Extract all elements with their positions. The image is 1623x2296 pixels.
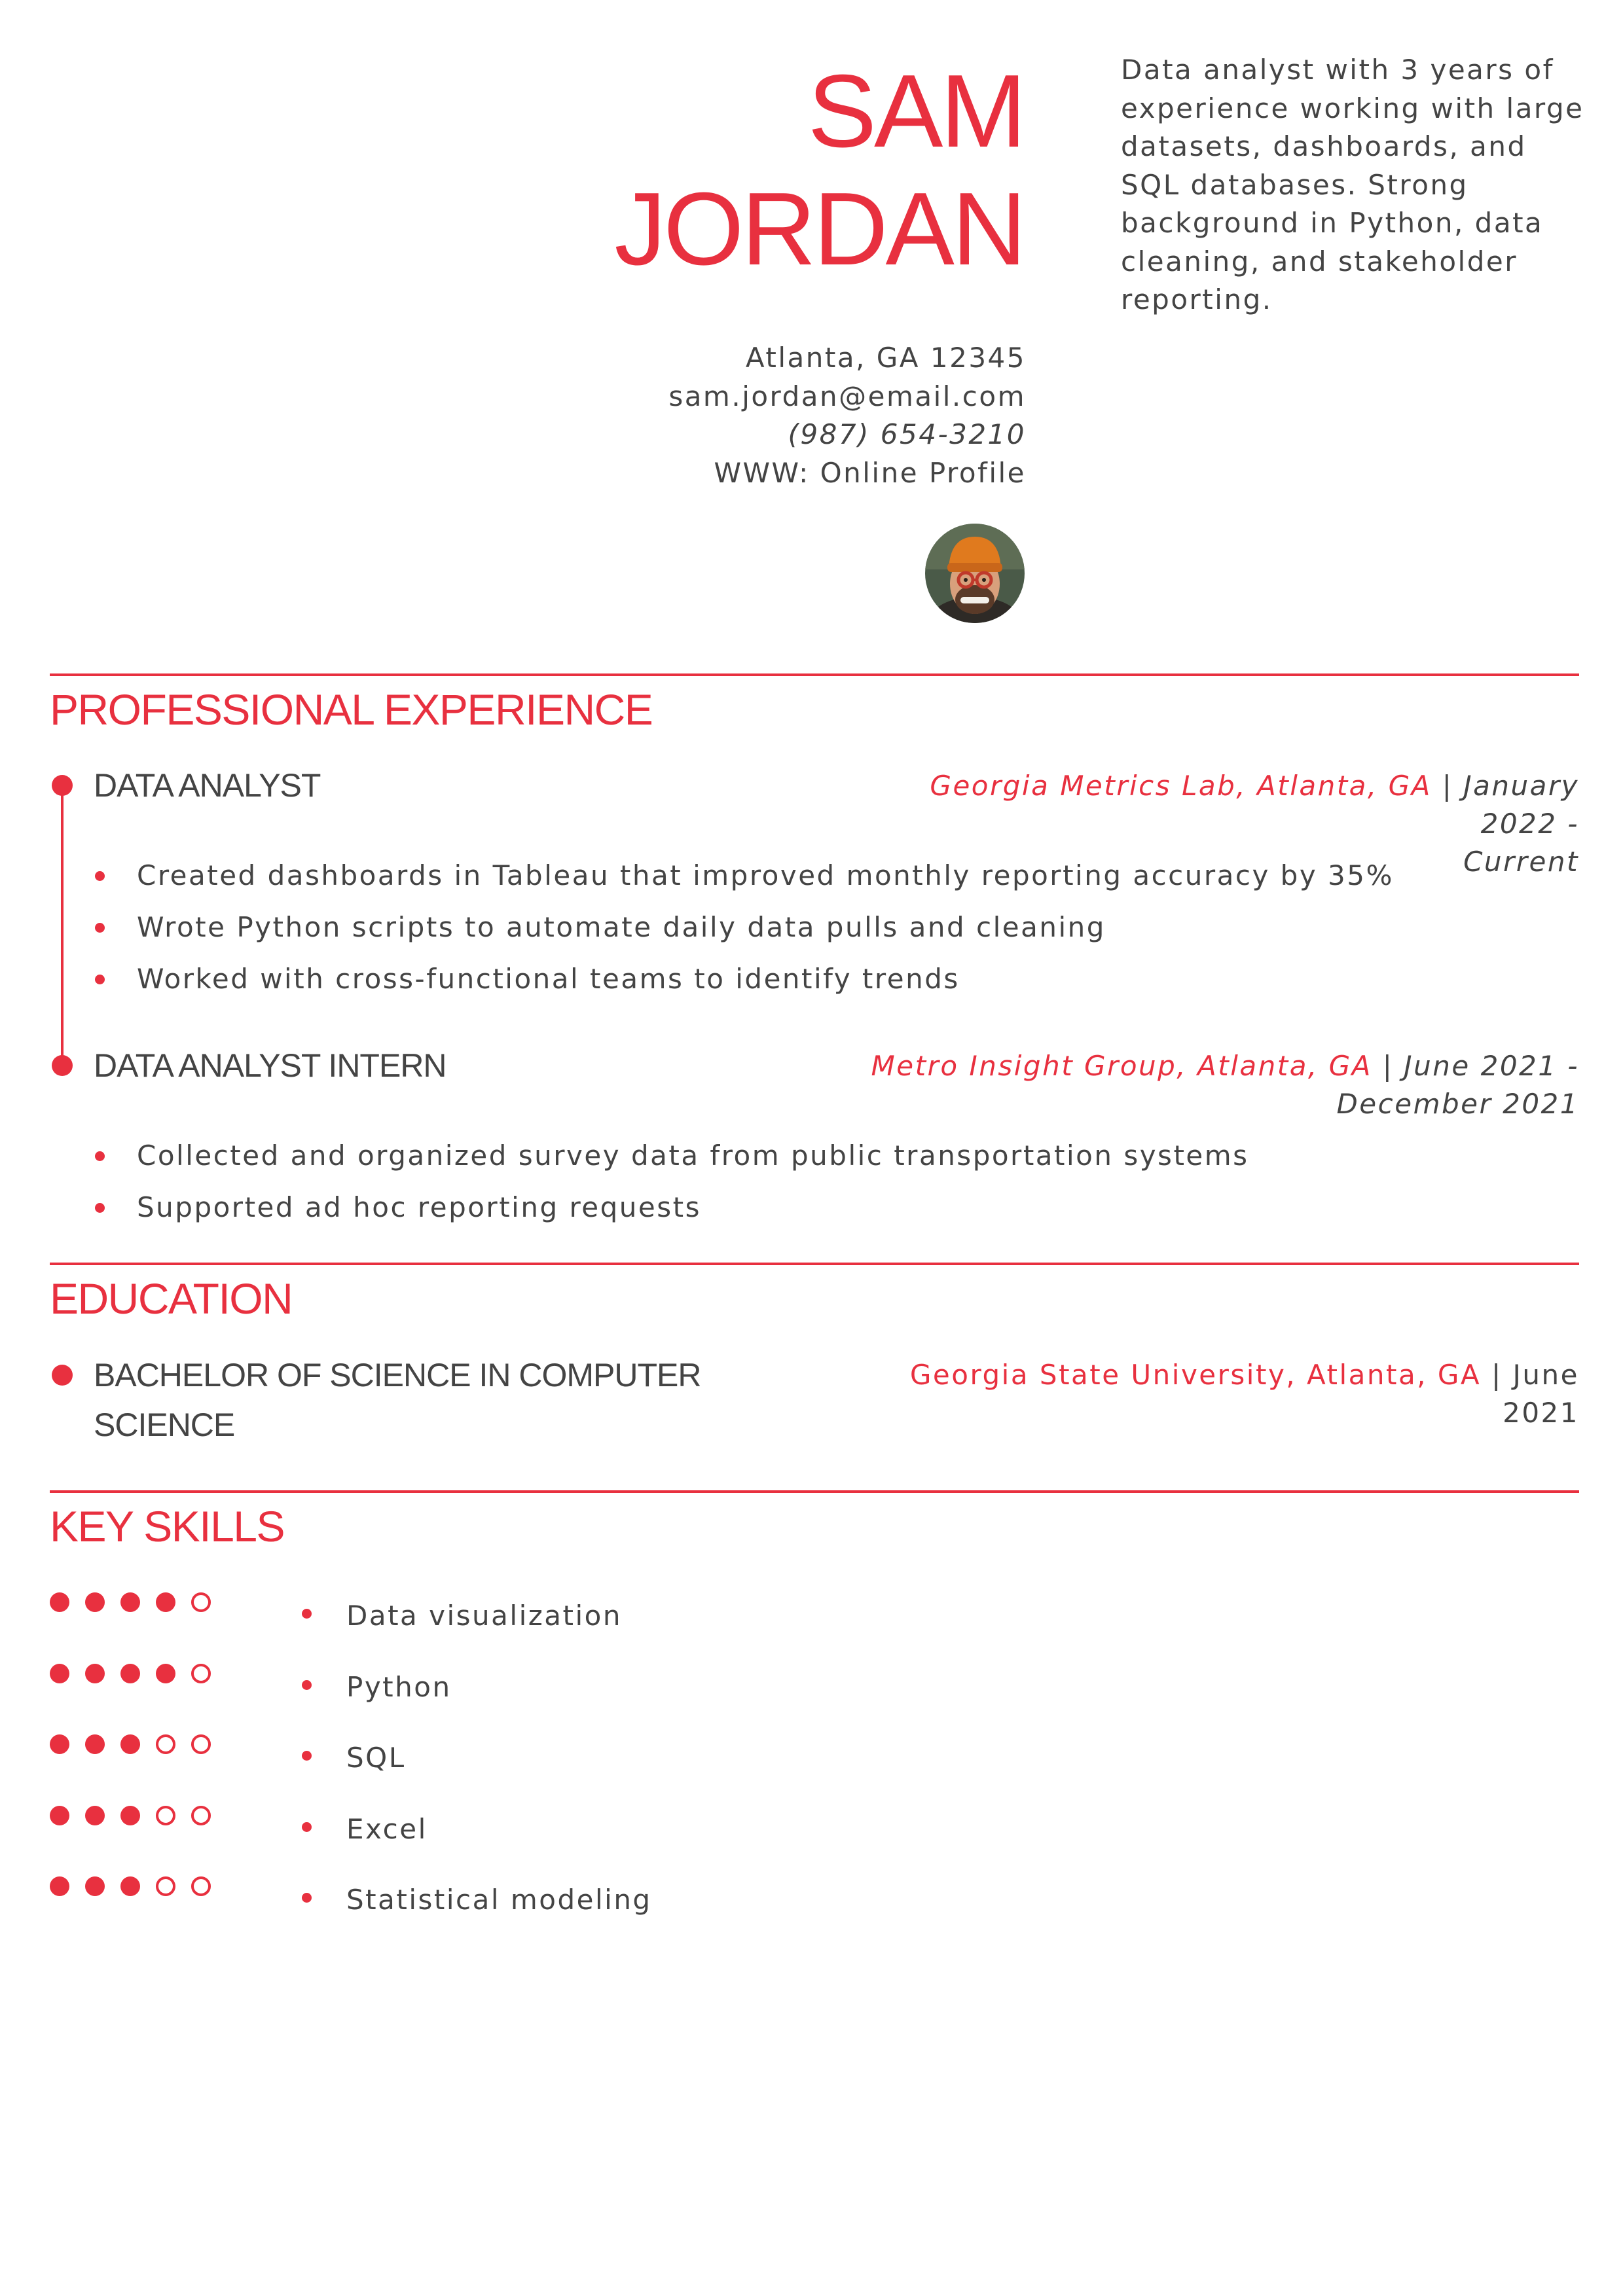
contact-email[interactable]: sam.jordan@email.com bbox=[668, 380, 1026, 412]
avatar-image bbox=[925, 524, 1025, 623]
resume-header bbox=[0, 0, 1623, 641]
experience-heading: PROFESSIONAL EXPERIENCE bbox=[50, 685, 653, 734]
name-first: SAM bbox=[807, 54, 1024, 169]
education-divider bbox=[50, 1263, 1579, 1265]
school-name: Georgia State University, Atlanta, GA bbox=[909, 1359, 1482, 1391]
rating-dot-empty bbox=[191, 1806, 211, 1825]
job-bullets bbox=[95, 1137, 1249, 1240]
rating-dot-empty bbox=[156, 1806, 175, 1825]
list-item: Collected and organized survey data from public transportation systems bbox=[95, 1137, 1249, 1189]
rating-dot-filled bbox=[85, 1664, 105, 1683]
rating-dot-empty bbox=[191, 1592, 211, 1612]
avatar bbox=[925, 524, 1025, 623]
rating-dot-empty bbox=[156, 1876, 175, 1896]
timeline-dot bbox=[52, 775, 73, 796]
rating-dot-empty bbox=[191, 1664, 211, 1683]
skills-divider bbox=[50, 1490, 1579, 1493]
meta-separator: | bbox=[1481, 1359, 1513, 1391]
profile-summary: Data analyst with 3 years of experience working with large datasets, dashboards, and SQL databases. Strong background in Python, data cleaning, and stakeholder reporting. bbox=[1121, 54, 1584, 315]
rating-dot-filled bbox=[50, 1876, 69, 1896]
rating-dot-filled bbox=[50, 1734, 69, 1754]
skill-item: SQL bbox=[302, 1739, 652, 1810]
rating-dot-filled bbox=[50, 1664, 69, 1683]
job-meta bbox=[859, 1047, 1579, 1123]
graduation-date: June 2021 bbox=[1503, 1359, 1579, 1429]
experience-timeline bbox=[61, 785, 64, 1067]
job-company: Georgia Metrics Lab, Atlanta, GA bbox=[930, 770, 1432, 802]
skills-list bbox=[302, 1597, 652, 1952]
job-dates-end: Current bbox=[1463, 846, 1579, 878]
list-item: Worked with cross-functional teams to identify trends bbox=[95, 960, 1394, 1012]
job-dates-end: December 2021 bbox=[1336, 1088, 1579, 1120]
skill-item: Excel bbox=[302, 1810, 652, 1882]
job-meta-line1 bbox=[859, 767, 1579, 843]
rating-dot-filled bbox=[50, 1592, 69, 1612]
timeline-dot bbox=[52, 1055, 73, 1076]
list-item: Supported ad hoc reporting requests bbox=[95, 1189, 1249, 1240]
job-title: DATA ANALYST bbox=[94, 767, 321, 804]
rating-dot-filled bbox=[85, 1592, 105, 1612]
meta-separator: | bbox=[1372, 1050, 1404, 1082]
job-dates-start: January 2022 - bbox=[1463, 770, 1579, 840]
rating-dot-filled bbox=[120, 1876, 140, 1896]
degree-title: BACHELOR OF SCIENCE IN COMPUTER SCIENCE bbox=[94, 1357, 701, 1443]
rating-dot-filled bbox=[85, 1734, 105, 1754]
skills-heading: KEY SKILLS bbox=[50, 1502, 285, 1551]
rating-dot-filled bbox=[120, 1592, 140, 1612]
job-company: Metro Insight Group, Atlanta, GA bbox=[871, 1050, 1372, 1082]
rating-dot-filled bbox=[85, 1806, 105, 1825]
experience-divider bbox=[50, 673, 1579, 676]
list-item: Wrote Python scripts to automate daily data pulls and cleaning bbox=[95, 908, 1394, 960]
meta-separator: | bbox=[1431, 770, 1464, 802]
job-title: DATA ANALYST INTERN bbox=[94, 1047, 447, 1084]
contact-address: Atlanta, GA 12345 bbox=[745, 342, 1026, 374]
rating-dot-filled bbox=[120, 1734, 140, 1754]
education-meta bbox=[859, 1356, 1579, 1432]
skill-item: Python bbox=[302, 1668, 652, 1740]
rating-dot-empty bbox=[191, 1876, 211, 1896]
name-last: JORDAN bbox=[614, 171, 1024, 287]
rating-dot-filled bbox=[156, 1664, 175, 1683]
rating-dot-filled bbox=[120, 1664, 140, 1683]
rating-dot-filled bbox=[120, 1806, 140, 1825]
education-heading: EDUCATION bbox=[50, 1274, 293, 1323]
rating-dot-empty bbox=[156, 1734, 175, 1754]
job-meta-line1 bbox=[859, 1047, 1579, 1085]
job-dates-start: June 2021 - bbox=[1404, 1050, 1579, 1082]
candidate-name bbox=[614, 52, 1024, 288]
contact-info bbox=[668, 339, 1026, 492]
skill-item: Statistical modeling bbox=[302, 1881, 652, 1952]
skill-item: Data visualization bbox=[302, 1597, 652, 1668]
rating-dot-filled bbox=[85, 1876, 105, 1896]
job-bullets bbox=[95, 857, 1394, 1012]
contact-website[interactable]: WWW: Online Profile bbox=[714, 456, 1026, 489]
rating-dot-filled bbox=[50, 1806, 69, 1825]
rating-dot-empty bbox=[191, 1734, 211, 1754]
list-item: Created dashboards in Tableau that improved monthly reporting accuracy by 35% bbox=[95, 857, 1394, 908]
contact-phone[interactable]: (987) 654-3210 bbox=[788, 418, 1026, 450]
education-dot bbox=[52, 1365, 73, 1386]
rating-dot-filled bbox=[156, 1592, 175, 1612]
